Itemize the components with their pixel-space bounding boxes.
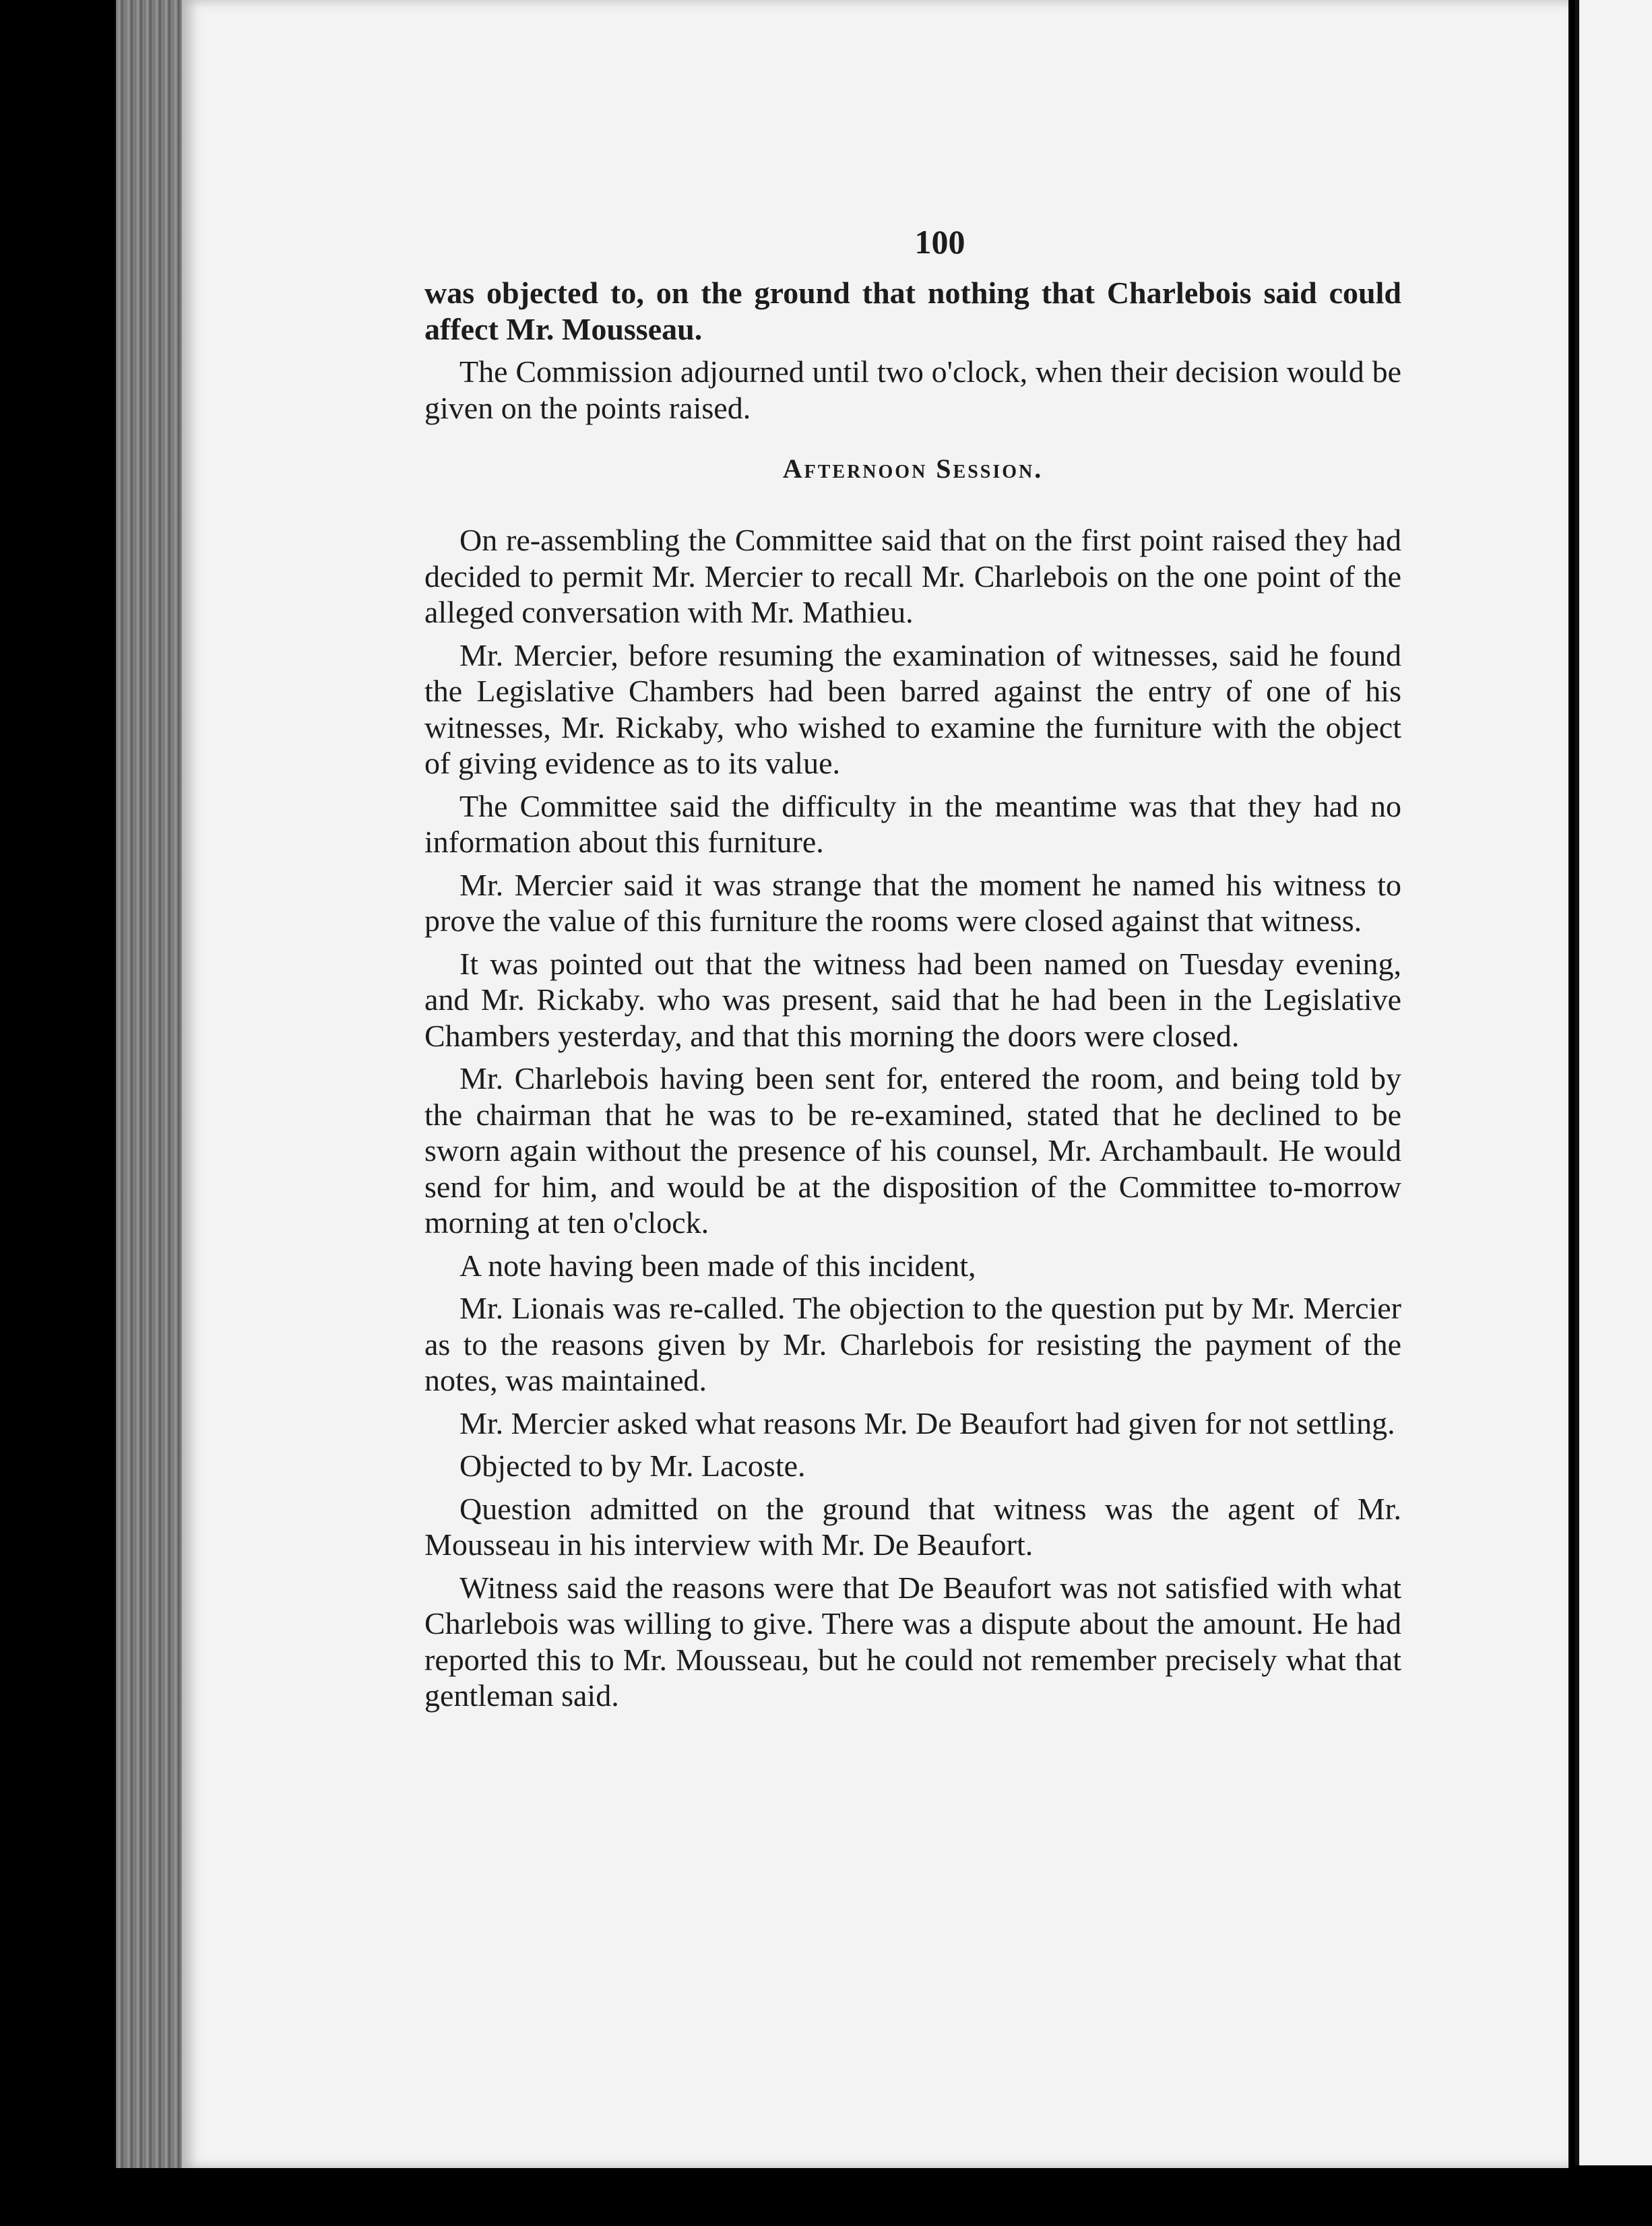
page-text	[424, 202, 1401, 1721]
paragraph: Mr. Charlebois having been sent for, entered the room, and being told by the chairman that he was to be re-examined, stated that he declined to be sworn again without the presence of his counsel, Mr. Archambault. He would send for him, and would be at the disposition of the Committee to-morrow morning at ten o'clock.	[424, 1061, 1401, 1240]
paragraph: Mr. Mercier, before resuming the examination of witnesses, said he found the Legislative Chambers had been barred against the entry of one of his witnesses, Mr. Rickaby, who wished to examine the furniture with the object of giving evidence as to its value.	[424, 637, 1401, 780]
paragraph: Witness said the reasons were that De Beaufort was not satisfied with what Charlebois was willing to give. There was a dispute about the amount. He had reported this to Mr. Mousseau, but he could not remember precisely what that gentleman said.	[424, 1570, 1401, 1713]
page-number: 100	[914, 223, 965, 261]
paragraph: Mr. Mercier asked what reasons Mr. De Beaufort had given for not settling.	[459, 1405, 1395, 1440]
paragraph: Mr. Mercier said it was strange that the moment he named his witness to prove the value of this furniture the rooms were closed against that witness.	[424, 867, 1401, 938]
paragraph: The Commission adjourned until two o'clock, when their decision would be given on the points raised.	[424, 354, 1401, 425]
adjacent-page-edge	[1575, 0, 1652, 2165]
paragraph: Question admitted on the ground that witness was the agent of Mr. Mousseau in his interview with Mr. De Beaufort.	[424, 1491, 1401, 1562]
paragraph: The Committee said the difficulty in the meantime was that they had no information about this furniture.	[424, 788, 1401, 859]
paragraph: A note having been made of this incident,	[459, 1248, 976, 1283]
scan-border	[0, 2168, 1652, 2226]
paragraph: It was pointed out that the witness had been named on Tuesday evening, and Mr. Rickaby. who was present, said that he had been in the Legislative Chambers yesterday, and that this morning the doors were closed.	[424, 946, 1401, 1053]
paragraph: On re-assembling the Committee said that on the first point raised they had decided to permit Mr. Mercier to recall Mr. Charlebois on the one point of the alleged conversation with Mr. Mathieu.	[424, 523, 1401, 629]
paragraph: was objected to, on the ground that nothing that Charlebois said could affect Mr. Mousseau.	[424, 276, 1401, 346]
section-heading: Afternoon Session.	[782, 453, 1044, 484]
paragraph: Objected to by Mr. Lacoste.	[459, 1449, 806, 1483]
paragraph: Mr. Lionais was re-called. The objection to the question put by Mr. Mercier as to the reasons given by Mr. Charlebois for resisting the payment of the notes, was maintained.	[424, 1291, 1401, 1397]
book-page-edge	[116, 0, 189, 2177]
